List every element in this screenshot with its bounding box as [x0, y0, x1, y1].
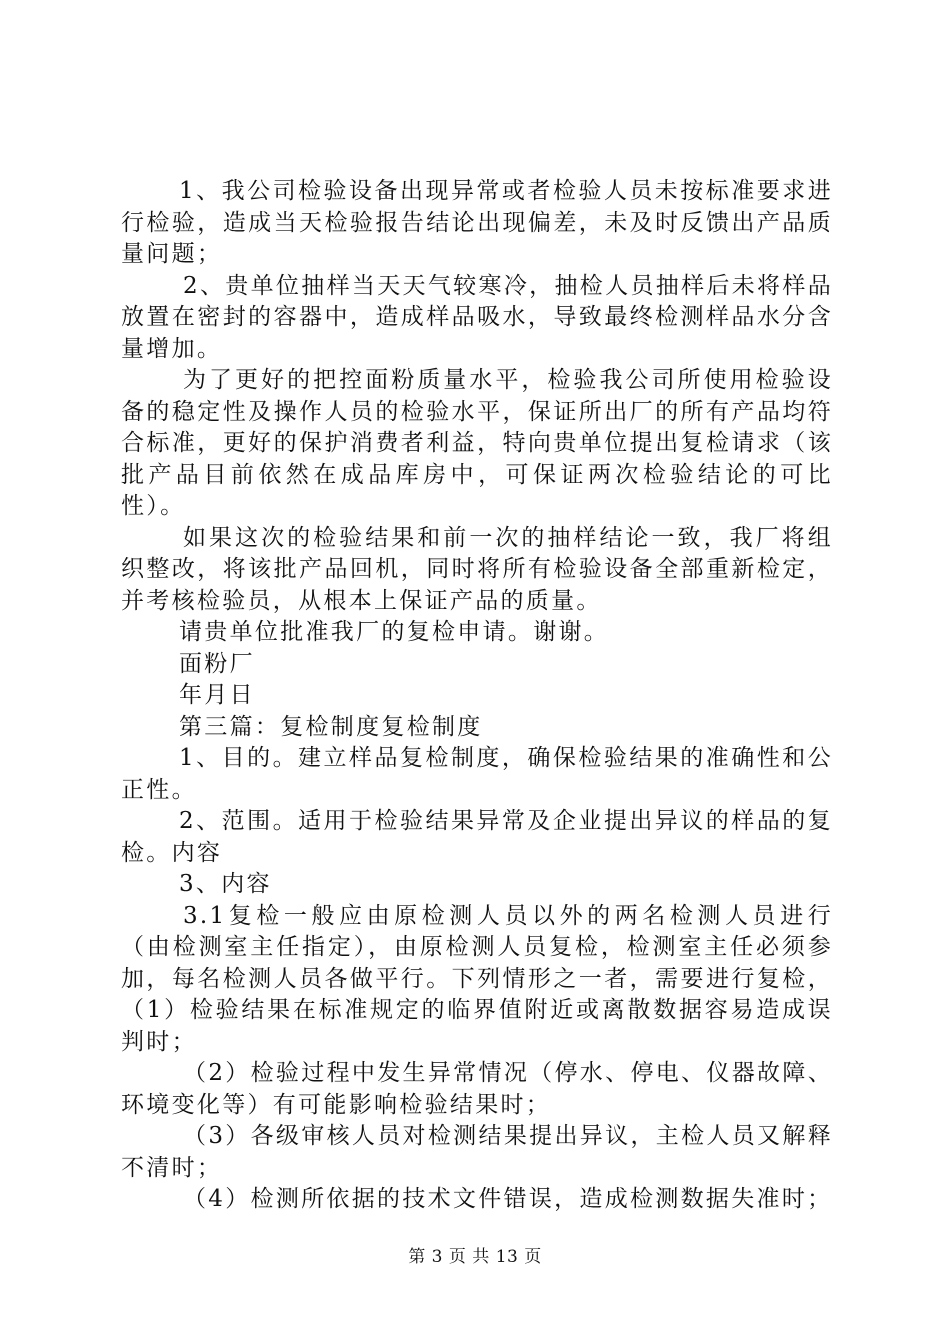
- clause-scope: 2、范围。适用于检验结果异常及企业提出异议的样品的复检。内容: [121, 808, 833, 866]
- paragraph-reason: 为了更好的把控面粉质量水平，检验我公司所使用检验设备的稳定性及操作人员的检验水平，保证所出厂的所有产品均符合标准，更好的保护消费者利益，特向贵单位提出复检请求（该批产品目前依然在成品库房中，可保证两次检验结论的可比性）。: [121, 367, 833, 519]
- signature-company: 面粉厂: [179, 650, 255, 677]
- section-title: 第三篇：复检制度复检制度: [179, 713, 483, 740]
- paragraph-request: 请贵单位批准我厂的复检申请。谢谢。: [179, 619, 610, 645]
- paragraph-item-2: 2、贵单位抽样当天天气较寒冷，抽检人员抽样后未将样品放置在密封的容器中，造成样品吸水，导致最终检测样品水分含量增加。: [121, 272, 833, 362]
- document-body: [121, 176, 833, 1216]
- clause-3-1: 3.1复检一般应由原检测人员以外的两名检测人员进行（由检测室主任指定），由原检测人员复检，检测室主任必须参加，每名检测人员各做平行。下列情形之一者，需要进行复检，（1）检验结果在标准规定的临界值附近或离散数据容易造成误判时；: [121, 902, 833, 1055]
- clause-item-3: （3）各级审核人员对检测结果提出异议，主检人员又解释不清时；: [121, 1123, 833, 1181]
- signature-date: 年月日: [179, 682, 255, 708]
- clause-purpose: 1、目的。建立样品复检制度，确保检验结果的准确性和公正性。: [121, 745, 833, 803]
- paragraph-commitment: 如果这次的检验结果和前一次的抽样结论一致，我厂将组织整改，将该批产品回机，同时将所有检验设备全部重新检定，并考核检验员，从根本上保证产品的质量。: [121, 524, 833, 614]
- page-footer: 第 3 页 共 13 页: [408, 1247, 542, 1267]
- paragraph-item-1: 1、我公司检验设备出现异常或者检验人员未按标准要求进行检验，造成当天检验报告结论出现偏差，未及时反馈出产品质量问题；: [121, 178, 833, 267]
- clause-item-2: （2）检验过程中发生异常情况（停水、停电、仪器故障、环境变化等）有可能影响检验结果时；: [121, 1060, 833, 1118]
- clause-content-heading: 3、内容: [179, 871, 272, 897]
- clause-item-4: （4）检测所依据的技术文件错误，造成检测数据失准时；: [183, 1186, 833, 1212]
